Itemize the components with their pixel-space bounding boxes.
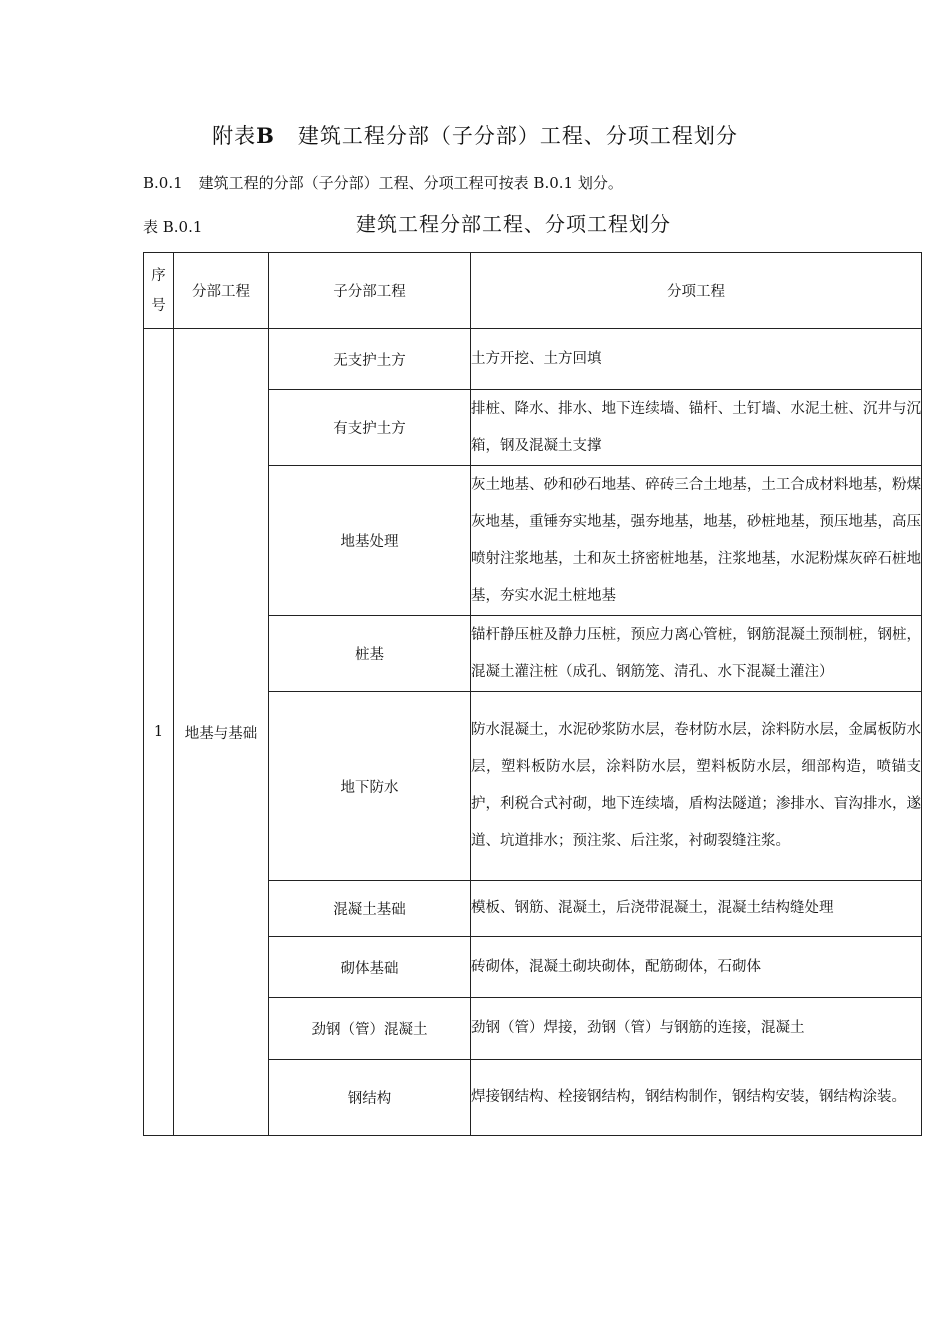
title-letter: B	[256, 123, 275, 148]
clause-paragraph	[143, 172, 623, 193]
items-cell: 防水混凝土，水泥砂浆防水层，卷材防水层，涂料防水层，金属板防水层，塑料板防水层，涂料防水层，塑料板防水层，细部构造，喷锚支护，利税合式衬砌，地下连续墙，盾构法隧道；渗排水、盲沟排水，遂道、坑道排水；预注浆、后注浆，衬砌裂缝注浆。	[471, 692, 922, 881]
subdivision-cell: 地下防水	[269, 692, 471, 881]
items-cell: 灰土地基、砂和砂石地基、碎砖三合土地基，土工合成材料地基，粉煤灰地基，重锤夯实地基，强夯地基，地基，砂桩地基，预压地基，高压喷射注浆地基，土和灰土挤密桩地基，注浆地基，水泥粉煤灰碎石桩地基，夯实水泥土桩地基	[471, 466, 922, 616]
items-cell: 劲钢（管）焊接，劲钢（管）与钢筋的连接，混凝土	[471, 998, 922, 1060]
items-cell: 模板、钢筋、混凝土，后浇带混凝土，混凝土结构缝处理	[471, 881, 922, 937]
table-title: 建筑工程分部工程、分项工程划分	[356, 212, 671, 236]
group-division: 地基与基础	[174, 329, 269, 1136]
header-division: 分部工程	[174, 253, 269, 329]
division-table	[143, 252, 922, 1136]
subdivision-cell: 混凝土基础	[269, 881, 471, 937]
items-cell: 焊接钢结构、栓接钢结构，钢结构制作，钢结构安装，钢结构涂装。	[471, 1060, 922, 1136]
header-subdivision: 子分部工程	[269, 253, 471, 329]
subdivision-cell: 无支护土方	[269, 329, 471, 390]
subdivision-cell: 劲钢（管）混凝土	[269, 998, 471, 1060]
subdivision-cell: 地基处理	[269, 466, 471, 616]
table-row	[144, 329, 922, 390]
title-prefix: 附表	[212, 124, 257, 148]
header-seq	[144, 253, 174, 329]
subdivision-cell: 桩基	[269, 616, 471, 692]
clause-number: B.0.1	[143, 174, 183, 192]
items-cell: 排桩、降水、排水、地下连续墙、锚杆、土钉墙、水泥土桩、沉井与沉箱，钢及混凝土支撑	[471, 390, 922, 466]
table-label: 表 B.0.1	[143, 218, 203, 236]
items-cell: 土方开挖、土方回填	[471, 329, 922, 390]
subdivision-cell: 钢结构	[269, 1060, 471, 1136]
header-seq-line2: 号	[151, 297, 166, 314]
table-header-row	[144, 253, 922, 329]
subdivision-cell: 砌体基础	[269, 937, 471, 998]
items-cell: 锚杆静压桩及静力压桩，预应力离心管桩，钢筋混凝土预制桩，钢桩，混凝土灌注桩（成孔、钢筋笼、清孔、水下混凝土灌注）	[471, 616, 922, 692]
subdivision-cell: 有支护土方	[269, 390, 471, 466]
title-text: 建筑工程分部（子分部）工程、分项工程划分	[297, 124, 738, 148]
document-title	[0, 120, 950, 150]
items-cell: 砖砌体，混凝土砌块砌体，配筋砌体，石砌体	[471, 937, 922, 998]
header-seq-line1: 序	[151, 267, 166, 284]
group-seq: 1	[144, 329, 174, 1136]
clause-text: 建筑工程的分部（子分部）工程、分项工程可按表 B.0.1 划分。	[198, 174, 623, 192]
header-items: 分项工程	[471, 253, 922, 329]
